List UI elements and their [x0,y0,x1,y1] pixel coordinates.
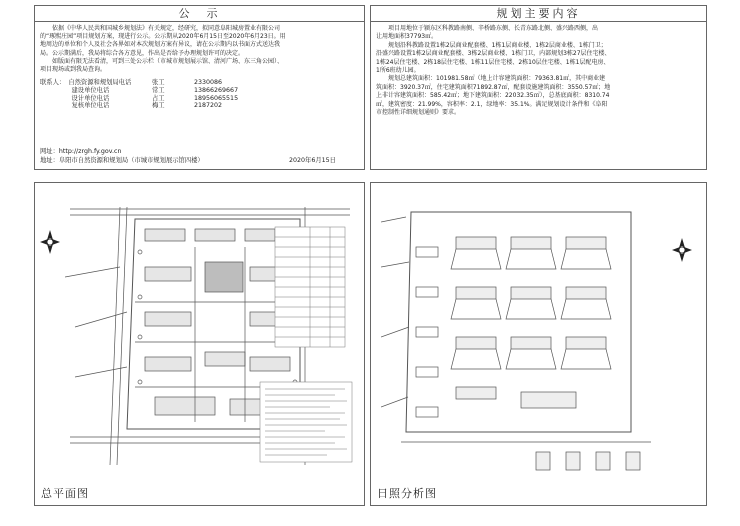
sunlight-analysis-drawing [381,207,666,497]
contact-row [40,102,238,110]
notice-body [40,25,362,74]
contact-name: 占工 [152,94,165,102]
plan-panel [370,5,707,170]
contact-label: 设计单位电话 [40,94,110,102]
sunlight-panel [370,182,707,506]
plan-line: 1栋24层住宅楼、2栋18层住宅楼、1栋11层住宅楼、2栋10层住宅楼、1栋1层配电房、 [376,58,610,66]
contact-phone: 18956065515 [194,94,239,102]
plan-line: 市控制性详细规划通则》要求。 [376,109,461,117]
notice-title: 公 示 [35,6,364,22]
contact-name: 常工 [152,86,165,94]
plan-line: 规划总建筑面积：101981.58㎡（地上计容建筑面积：79363.81㎡，其中商业建 [376,75,606,83]
master-plan-panel [34,182,365,506]
contact-name: 梅工 [152,102,165,110]
plan-line: 让用地面积37793㎡。 [376,33,438,41]
plan-line: ㎡，建筑密度：21.99%，容积率：2.1，绿地率：35.1%。满足规划设计条件和《阜阳 [376,100,608,108]
notice-line: 的“琢熙庄园”项目规划方案，现进行公示。公示期从2020年6月15日至2020年6月23日。用 [40,33,286,41]
north-arrow-icon [39,229,61,255]
notice-website: 网址：http://zrgh.fy.gov.cn [40,148,122,155]
contact-name: 张工 [152,79,165,86]
plan-line: 上非计容建筑面积：585.42㎡；地下建筑面积：22032.35㎡），总基底面积：8310.74 [376,92,610,100]
plan-line: 项目用地位于颍东区科教路南侧、辛桥路东侧、长青东路北侧、盛兴路西侧，出 [376,25,599,32]
master-plan-caption: 总平面图 [41,487,89,500]
plan-title: 规划主要内容 [371,6,706,22]
contact-row [40,79,238,87]
contact-phone: 13866269667 [194,86,239,94]
notice-address: 地址：阜阳市自然资源和规划局（市城市规划展示馆四楼） [40,157,204,164]
contacts-list [40,79,238,110]
notice-line: 项目现场或到我局查询。 [40,66,107,74]
sunlight-caption: 日照分析图 [377,487,437,500]
plan-line: 1所6班幼儿园。 [376,67,420,75]
contact-label: 建设单位电话 [40,86,110,94]
notice-panel [34,5,365,170]
notice-line: 地周边的单位和个人及社会各界如对本次规划方案有异议，请在公示期内以书面方式送达我 [40,41,281,49]
contact-row [40,87,238,95]
plan-line: 规划沿科教路设置1栋2层商业配套楼、1栋1层商业楼、1栋2层商业楼、1栋门卫； [376,41,607,49]
notice-line: 依据《中华人民共和国城乡规划法》有关规定，经研究，拟同意阜阳城房置业有限公司 [40,25,281,32]
contact-label: 联系人： 自然资源和规划局电话 [40,79,132,86]
contact-phone: 2187202 [194,102,223,110]
notice-line: 如版面有限无法看清，可到三处公示栏（市城市规划展示馆、清河广场、东三角公园）、 [40,57,284,65]
north-arrow-icon [671,237,693,263]
contact-label: 复核单位电话 [40,102,110,110]
notice-line: 局。公示期满后，我局将综合各方意见，作出是否给予办理规划许可的决定。 [40,49,245,57]
notice-date: 2020年6月15日 [289,157,336,164]
contact-phone: 2330086 [194,79,223,86]
site-plan-drawing [65,207,355,467]
plan-line: 沿盛兴路设置1栋2层商业配套楼、3栋2层商业楼、1栋门卫，内部规划3栋27层住宅楼、 [376,50,611,58]
plan-body [376,25,704,117]
plan-line: 筑面积：3920.37㎡，住宅建筑面积71892.87㎡，配套设施建筑面积：3550.57㎡；地 [376,83,611,91]
